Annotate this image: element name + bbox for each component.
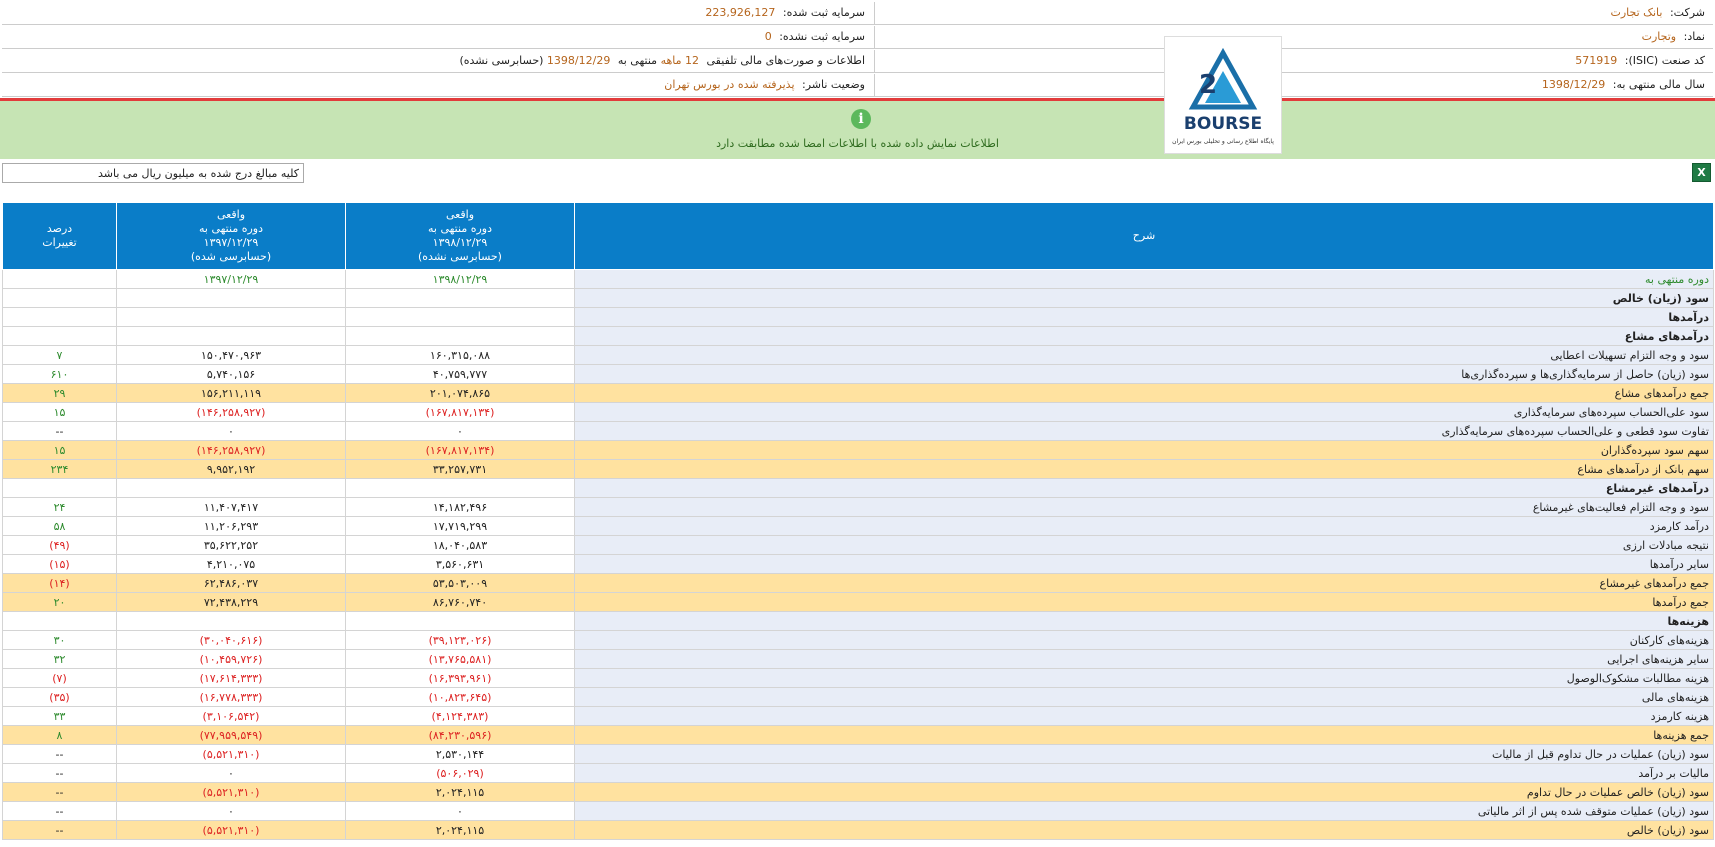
cell-cur: ۲,۰۲۴,۱۱۵ xyxy=(346,821,575,840)
cell-cur: ۳۳,۲۵۷,۷۳۱ xyxy=(346,460,575,479)
svg-text:2: 2 xyxy=(1199,70,1218,100)
cell-desc: درآمدهای مشاع xyxy=(575,327,1714,346)
cell-prev: ۵,۷۴۰,۱۵۶ xyxy=(117,365,346,384)
header-cur-line-4: (حسابرسی نشده) xyxy=(418,250,502,263)
cell-pct: ۳۲ xyxy=(3,650,117,669)
cell-cur: ۲۰۱,۰۷۴,۸۶۵ xyxy=(346,384,575,403)
cell-desc: سود (زیان) عملیات متوقف شده پس از اثر مالیاتی xyxy=(575,802,1714,821)
cell-pct: -- xyxy=(3,422,117,441)
cell-desc: سود (زیان) خالص xyxy=(575,289,1714,308)
company-field xyxy=(1610,2,1705,24)
cell-prev: ۶۲,۴۸۶,۰۳۷ xyxy=(117,574,346,593)
cell-desc: نتیجه مبادلات ارزی xyxy=(575,536,1714,555)
publisher-status-field xyxy=(664,74,865,96)
divider xyxy=(874,50,875,72)
cell-prev: ۴,۲۱۰,۰۷۵ xyxy=(117,555,346,574)
info-icon: i xyxy=(851,109,871,129)
cell-prev: ۰ xyxy=(117,422,346,441)
cell-prev xyxy=(117,308,346,327)
statement-period: 12 ماهه xyxy=(660,54,700,67)
cell-desc: هزینه‌ها xyxy=(575,612,1714,631)
cell-pct: -- xyxy=(3,764,117,783)
company-value: بانک تجارت xyxy=(1610,6,1663,19)
publisher-status-value: پذیرفته شده در بورس تهران xyxy=(664,78,795,91)
header-pct-line-2: تغییرات xyxy=(42,236,77,249)
table-row xyxy=(3,422,1714,441)
cell-pct: ۵۸ xyxy=(3,517,117,536)
table-row xyxy=(3,707,1714,726)
cell-pct: -- xyxy=(3,821,117,840)
cell-prev: ۷۲,۴۳۸,۲۲۹ xyxy=(117,593,346,612)
cell-desc: درآمد کارمزد xyxy=(575,517,1714,536)
bourse-logo-graphic xyxy=(1165,37,1281,153)
cell-cur: ۲,۵۳۰,۱۴۴ xyxy=(346,745,575,764)
isic-label: کد صنعت (ISIC): xyxy=(1624,54,1705,67)
cell-pct: ۶۱۰ xyxy=(3,365,117,384)
symbol-value[interactable]: وتجارت xyxy=(1641,30,1677,43)
header-desc: شرح xyxy=(575,203,1714,270)
cell-pct: ۷ xyxy=(3,346,117,365)
table-row xyxy=(3,650,1714,669)
cell-prev: ۳۵,۶۲۲,۲۵۲ xyxy=(117,536,346,555)
cell-pct: (۱۵) xyxy=(3,555,117,574)
cell-pct: ۳۰ xyxy=(3,631,117,650)
cell-pct: -- xyxy=(3,802,117,821)
cell-cur: (۱۰,۸۲۳,۶۴۵) xyxy=(346,688,575,707)
cell-desc: درآمدهای غیرمشاع xyxy=(575,479,1714,498)
cell-prev: (۱۶,۷۷۸,۳۳۳) xyxy=(117,688,346,707)
isic-value: 571919 xyxy=(1575,54,1618,67)
table-header-row xyxy=(3,203,1714,270)
cell-cur: ۰ xyxy=(346,802,575,821)
logo-subtitle: پایگاه اطلاع رسانی و تحلیلی بورس ایران xyxy=(1172,138,1274,145)
cell-desc: سود علی‌الحساب سپرده‌های سرمایه‌گذاری xyxy=(575,403,1714,422)
cell-cur: ۱۳۹۸/۱۲/۲۹ xyxy=(346,270,575,289)
header-prev-line-1: واقعی xyxy=(216,208,246,221)
cell-pct: -- xyxy=(3,783,117,802)
cell-pct xyxy=(3,270,117,289)
cell-desc: سود (زیان) خالص xyxy=(575,821,1714,840)
cell-cur: (۴,۱۲۴,۳۸۳) xyxy=(346,707,575,726)
table-row xyxy=(3,802,1714,821)
unregistered-capital-value: 0 xyxy=(764,30,772,43)
cell-cur: ۲,۰۲۴,۱۱۵ xyxy=(346,783,575,802)
cell-prev: (۳۰,۰۴۰,۶۱۶) xyxy=(117,631,346,650)
cell-desc: جمع درآمدهای مشاع xyxy=(575,384,1714,403)
cell-cur: ۴۰,۷۵۹,۷۷۷ xyxy=(346,365,575,384)
cell-desc: درآمدها xyxy=(575,308,1714,327)
cell-prev: (۷۷,۹۵۹,۵۴۹) xyxy=(117,726,346,745)
cell-cur xyxy=(346,289,575,308)
cell-cur: ۱۶۰,۳۱۵,۰۸۸ xyxy=(346,346,575,365)
table-row xyxy=(3,612,1714,631)
cell-pct: (۴۹) xyxy=(3,536,117,555)
cell-pct: ۱۵ xyxy=(3,403,117,422)
cell-prev xyxy=(117,327,346,346)
cell-pct: -- xyxy=(3,745,117,764)
cell-desc: هزینه‌های مالی xyxy=(575,688,1714,707)
cell-cur xyxy=(346,612,575,631)
cell-prev xyxy=(117,612,346,631)
header-prev-line-4: (حسابرسی شده) xyxy=(190,250,272,263)
table-row xyxy=(3,688,1714,707)
financial-table-wrap xyxy=(2,202,1713,840)
cell-prev: (۱۴۶,۲۵۸,۹۲۷) xyxy=(117,403,346,422)
cell-cur: ۵۳,۵۰۳,۰۰۹ xyxy=(346,574,575,593)
cell-prev: (۱۴۶,۲۵۸,۹۲۷) xyxy=(117,441,346,460)
cell-cur xyxy=(346,308,575,327)
financial-statement-table xyxy=(2,202,1714,840)
cell-prev: ۱۱,۴۰۷,۴۱۷ xyxy=(117,498,346,517)
header-prev xyxy=(117,203,346,270)
statement-suffix: منتهی به xyxy=(617,54,658,67)
cell-pct xyxy=(3,327,117,346)
company-label: شرکت: xyxy=(1669,6,1705,19)
cell-prev: ۹,۹۵۲,۱۹۲ xyxy=(117,460,346,479)
verification-notice xyxy=(0,98,1715,159)
cell-desc: دوره منتهی به xyxy=(575,270,1714,289)
audit-status: (حسابرسی نشده) xyxy=(459,54,544,67)
cell-prev: ۱۵۶,۲۱۱,۱۱۹ xyxy=(117,384,346,403)
table-row xyxy=(3,745,1714,764)
cell-desc: هزینه مطالبات مشکوک‌الوصول xyxy=(575,669,1714,688)
cell-desc: هزینه‌های کارکنان xyxy=(575,631,1714,650)
cell-pct: ۳۳ xyxy=(3,707,117,726)
cell-desc: سود و وجه التزام فعالیت‌های غیرمشاع xyxy=(575,498,1714,517)
header-row-2 xyxy=(2,26,1713,49)
table-row xyxy=(3,289,1714,308)
cell-cur xyxy=(346,479,575,498)
divider xyxy=(874,2,875,24)
cell-cur: (۱۶۷,۸۱۷,۱۳۴) xyxy=(346,441,575,460)
header-prev-line-2: دوره منتهی به xyxy=(198,222,263,235)
table-body xyxy=(3,270,1714,840)
registered-capital-field xyxy=(705,2,865,24)
cell-pct: ۲۹ xyxy=(3,384,117,403)
cell-cur: ۰ xyxy=(346,422,575,441)
cell-pct: (۳۵) xyxy=(3,688,117,707)
statement-info-field xyxy=(459,50,865,72)
cell-cur xyxy=(346,327,575,346)
registered-capital-label: سرمایه ثبت شده: xyxy=(782,6,865,19)
cell-prev xyxy=(117,479,346,498)
table-row xyxy=(3,631,1714,650)
fiscal-year-label: سال مالی منتهی به: xyxy=(1612,78,1705,91)
header-pct-line-1: درصد xyxy=(46,222,73,235)
registered-capital-value: 223,926,127 xyxy=(705,6,776,19)
cell-pct: ۲۴ xyxy=(3,498,117,517)
cell-desc: مالیات بر درآمد xyxy=(575,764,1714,783)
cell-desc: سهم بانک از درآمدهای مشاع xyxy=(575,460,1714,479)
fiscal-year-value: 1398/12/29 xyxy=(1541,78,1606,91)
cell-prev: (۱۷,۶۱۴,۳۳۳) xyxy=(117,669,346,688)
cell-desc: سایر درآمدها xyxy=(575,555,1714,574)
table-row xyxy=(3,783,1714,802)
divider xyxy=(874,74,875,96)
statement-date: 1398/12/29 xyxy=(546,54,611,67)
excel-export-icon[interactable]: X xyxy=(1692,163,1711,182)
cell-desc: جمع درآمدهای غیرمشاع xyxy=(575,574,1714,593)
cell-pct: (۷) xyxy=(3,669,117,688)
unit-note: کلیه مبالغ درج شده به میلیون ریال می باشد xyxy=(2,163,304,183)
table-row xyxy=(3,384,1714,403)
symbol-label: نماد: xyxy=(1683,30,1705,43)
cell-prev: ۱۳۹۷/۱۲/۲۹ xyxy=(117,270,346,289)
cell-desc: سهم سود سپرده‌گذاران xyxy=(575,441,1714,460)
cell-prev: (۱۰,۴۵۹,۷۲۶) xyxy=(117,650,346,669)
table-row xyxy=(3,327,1714,346)
header-prev-line-3: ۱۳۹۷/۱۲/۲۹ xyxy=(203,236,259,249)
cell-desc: سود (زیان) خالص عملیات در حال تداوم xyxy=(575,783,1714,802)
table-row xyxy=(3,403,1714,422)
cell-cur: (۱۶,۳۹۳,۹۶۱) xyxy=(346,669,575,688)
table-row xyxy=(3,270,1714,289)
table-row xyxy=(3,441,1714,460)
header-row-1 xyxy=(2,2,1713,25)
cell-cur: ۳,۵۶۰,۶۳۱ xyxy=(346,555,575,574)
cell-desc: هزینه کارمزد xyxy=(575,707,1714,726)
cell-pct xyxy=(3,612,117,631)
cell-prev: (۵,۵۲۱,۳۱۰) xyxy=(117,745,346,764)
table-row xyxy=(3,498,1714,517)
unregistered-capital-label: سرمایه ثبت نشده: xyxy=(779,30,865,43)
cell-prev xyxy=(117,289,346,308)
header-cur-line-1: واقعی xyxy=(445,208,475,221)
cell-pct xyxy=(3,289,117,308)
cell-prev: (۵,۵۲۱,۳۱۰) xyxy=(117,821,346,840)
table-row xyxy=(3,517,1714,536)
cell-desc: سود (زیان) عملیات در حال تداوم قبل از مالیات xyxy=(575,745,1714,764)
table-row xyxy=(3,460,1714,479)
header-cur-line-2: دوره منتهی به xyxy=(427,222,492,235)
cell-cur: ۱۸,۰۴۰,۵۸۳ xyxy=(346,536,575,555)
cell-desc: سود و وجه التزام تسهیلات اعطایی xyxy=(575,346,1714,365)
fiscal-year-field xyxy=(1542,74,1705,96)
cell-cur: (۵۰۶,۰۲۹) xyxy=(346,764,575,783)
cell-desc: سود (زیان) حاصل از سرمایه‌گذاری‌ها و سپرده‌گذاری‌ها xyxy=(575,365,1714,384)
unregistered-capital-field xyxy=(765,26,865,48)
table-row xyxy=(3,536,1714,555)
cell-prev: ۰ xyxy=(117,802,346,821)
cell-desc: تفاوت سود قطعی و علی‌الحساب سپرده‌های سرمایه‌گذاری xyxy=(575,422,1714,441)
cell-pct: ۱۵ xyxy=(3,441,117,460)
publisher-status-label: وضعیت ناشر: xyxy=(802,78,865,91)
table-row xyxy=(3,308,1714,327)
cell-prev: (۳,۱۰۶,۵۴۲) xyxy=(117,707,346,726)
notice-message: اطلاعات نمایش داده شده با اطلاعات امضا شده مطابقت دارد xyxy=(716,137,999,150)
table-row xyxy=(3,346,1714,365)
cell-prev: ۱۵۰,۴۷۰,۹۶۳ xyxy=(117,346,346,365)
header-pct xyxy=(3,203,117,270)
header-row-3 xyxy=(2,50,1713,73)
table-row xyxy=(3,574,1714,593)
bourse-logo-icon xyxy=(1164,36,1282,154)
header-row-4 xyxy=(2,74,1713,97)
table-row xyxy=(3,555,1714,574)
header-cur xyxy=(346,203,575,270)
cell-desc: جمع درآمدها xyxy=(575,593,1714,612)
cell-prev: (۵,۵۲۱,۳۱۰) xyxy=(117,783,346,802)
isic-field xyxy=(1575,50,1705,72)
cell-cur: ۱۷,۷۱۹,۲۹۹ xyxy=(346,517,575,536)
header-cur-line-3: ۱۳۹۸/۱۲/۲۹ xyxy=(432,236,488,249)
symbol-field xyxy=(1642,26,1705,48)
cell-desc: سایر هزینه‌های اجرایی xyxy=(575,650,1714,669)
table-row xyxy=(3,593,1714,612)
cell-cur: (۳۹,۱۲۳,۰۲۶) xyxy=(346,631,575,650)
cell-cur: ۱۴,۱۸۲,۴۹۶ xyxy=(346,498,575,517)
cell-prev: ۱۱,۲۰۶,۲۹۳ xyxy=(117,517,346,536)
cell-pct: ۸ xyxy=(3,726,117,745)
table-row xyxy=(3,764,1714,783)
cell-pct: ۲۰ xyxy=(3,593,117,612)
cell-pct xyxy=(3,479,117,498)
table-row xyxy=(3,821,1714,840)
logo-text: BOURSE xyxy=(1183,114,1263,134)
cell-cur: ۸۶,۷۶۰,۷۴۰ xyxy=(346,593,575,612)
table-row xyxy=(3,479,1714,498)
cell-cur: (۱۶۷,۸۱۷,۱۳۴) xyxy=(346,403,575,422)
table-row xyxy=(3,669,1714,688)
statement-info-label: اطلاعات و صورت‌های مالی تلفیقی xyxy=(706,54,865,67)
cell-prev: ۰ xyxy=(117,764,346,783)
table-row xyxy=(3,365,1714,384)
cell-desc: جمع هزینه‌ها xyxy=(575,726,1714,745)
cell-pct xyxy=(3,308,117,327)
divider xyxy=(874,26,875,48)
cell-pct: (۱۴) xyxy=(3,574,117,593)
cell-cur: (۸۴,۲۳۰,۵۹۶) xyxy=(346,726,575,745)
table-row xyxy=(3,726,1714,745)
cell-pct: ۲۳۴ xyxy=(3,460,117,479)
cell-cur: (۱۳,۷۶۵,۵۸۱) xyxy=(346,650,575,669)
